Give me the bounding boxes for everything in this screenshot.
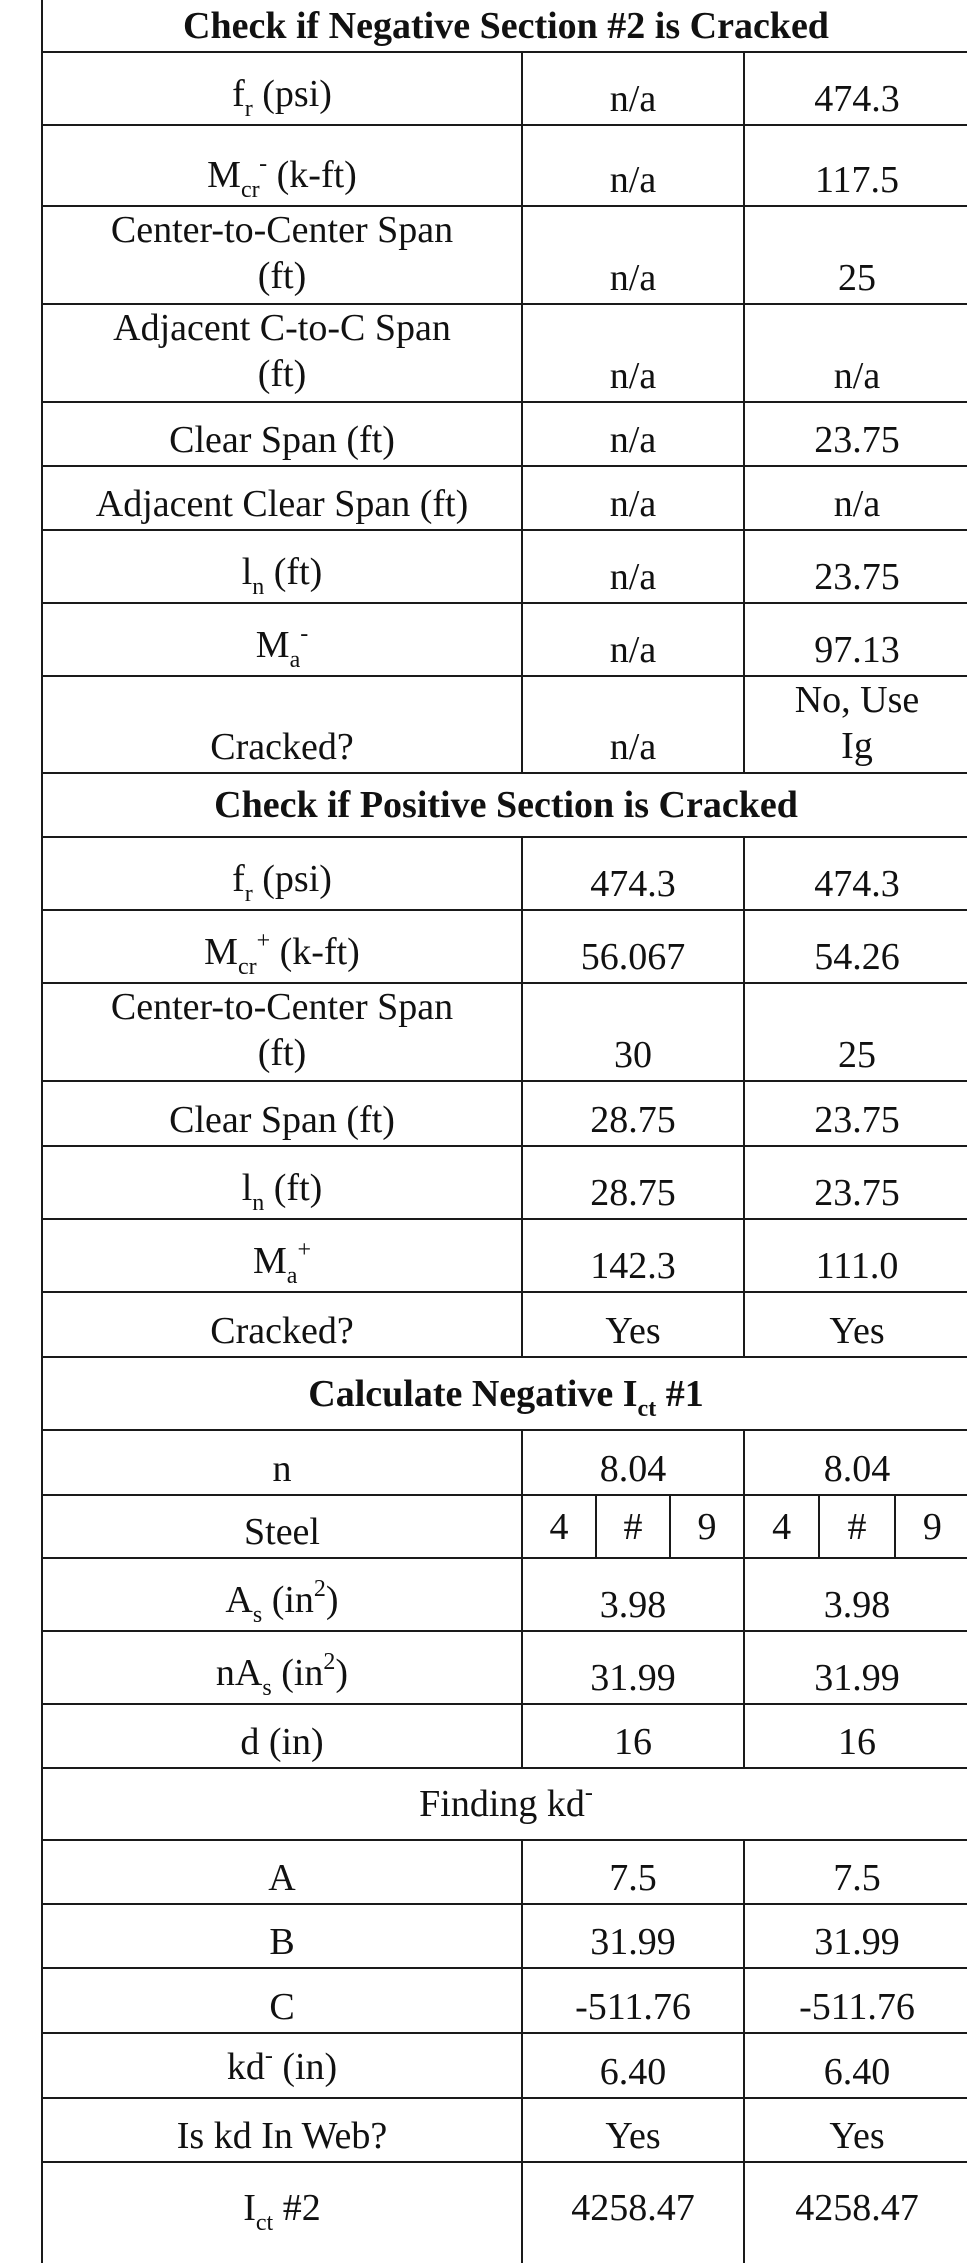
table-row-adjacent-span	[43, 305, 967, 403]
row-label: B	[43, 1905, 523, 1967]
section-header-negative-2	[43, 0, 967, 53]
section-title: Check if Positive Section is Cracked	[214, 784, 798, 826]
row-label: Cracked?	[43, 1293, 523, 1356]
row-label: d (in)	[43, 1705, 523, 1767]
table-row-fr	[43, 53, 967, 126]
table-row-adjacent-clear-span	[43, 467, 967, 531]
table-row-ln	[43, 1147, 967, 1220]
value-col-1: Yes	[523, 1293, 745, 1356]
value-col-2: 54.26	[814, 936, 900, 978]
value-col-2: 31.99	[814, 1921, 900, 1963]
subheader-label: Finding kd-	[419, 1780, 593, 1825]
value-col-2: 3.98	[823, 1584, 891, 1626]
row-label: Is kd In Web?	[43, 2099, 523, 2161]
value-col-1: 7.5	[523, 1841, 745, 1903]
table-row-a	[43, 1841, 967, 1905]
row-label: $I_{ct}$ #2	[43, 2163, 523, 2263]
table-row-ma	[43, 1220, 967, 1293]
value-col-1: n/a	[523, 604, 745, 675]
row-label: Center-to-Center Span (ft)	[43, 984, 523, 1080]
value-col-2: -511.76	[799, 1986, 915, 2028]
steel-count: 4	[549, 1505, 569, 1548]
row-label: $l_n$ (ft)	[43, 531, 523, 602]
table-row-n	[43, 1431, 967, 1496]
row-label: Adjacent Clear Span (ft)	[43, 467, 523, 529]
table-row-c	[43, 1969, 967, 2034]
section-title: Check if Negative Section #2 is Cracked	[183, 4, 829, 47]
value-col-2: No, Use Ig	[794, 679, 920, 767]
section-header-negative-ict	[43, 1358, 967, 1431]
calculation-table	[41, 0, 967, 2263]
value-col-1: 56.067	[523, 911, 745, 982]
steel-col-2	[745, 1496, 967, 1557]
table-row-cracked	[43, 677, 967, 774]
value-col-1: n/a	[523, 531, 745, 602]
steel-bar-size: 9	[894, 1496, 967, 1557]
table-row-cracked	[43, 1293, 967, 1358]
value-col-1: 30	[523, 984, 745, 1080]
value-col-2: 6.40	[823, 2051, 891, 2093]
row-label: $f_r$ (psi)	[43, 53, 523, 124]
row-label: $nA_s$ $(in^2)$	[43, 1632, 523, 1703]
value-col-2: Yes	[829, 2115, 885, 2157]
table-row-mcr	[43, 126, 967, 207]
value-col-1: 474.3	[523, 838, 745, 909]
value-col-2: 474.3	[814, 863, 900, 905]
steel-bar-size: 9	[669, 1496, 743, 1557]
row-label: Clear Span (ft)	[43, 403, 523, 465]
steel-hash: #	[818, 1496, 893, 1557]
value-col-2: 25	[838, 1034, 876, 1076]
value-col-1: n/a	[523, 403, 745, 465]
value-col-2: 23.75	[814, 556, 900, 598]
value-col-1: 142.3	[523, 1220, 745, 1291]
value-col-1: -511.76	[523, 1969, 745, 2032]
steel-count: 4	[772, 1505, 792, 1548]
value-col-2: Yes	[829, 1310, 885, 1352]
value-col-1: 3.98	[523, 1559, 745, 1630]
table-row-as	[43, 1559, 967, 1632]
table-row-center-span	[43, 207, 967, 305]
value-col-2: n/a	[833, 355, 881, 397]
value-col-2: 97.13	[814, 629, 900, 671]
row-label: Adjacent C-to-C Span (ft)	[43, 305, 523, 401]
value-col-2: 474.3	[814, 78, 900, 120]
table-row-ma	[43, 604, 967, 677]
row-label: $A_s$ $(in^2)$	[43, 1559, 523, 1630]
row-label: C	[43, 1969, 523, 2032]
value-col-2: 23.75	[814, 419, 900, 461]
row-label: $M_{cr}^+$ (k-ft)	[43, 911, 523, 982]
value-col-2: 25	[838, 257, 876, 299]
subheader-finding-kd	[43, 1769, 967, 1841]
value-col-1: 28.75	[523, 1147, 745, 1218]
value-col-1: 16	[523, 1705, 745, 1767]
section-title: Calculate Negative $I_{ct}$ #1	[308, 1372, 704, 1422]
value-col-1: 28.75	[523, 1082, 745, 1145]
value-col-2: n/a	[833, 483, 881, 525]
table-row-nas	[43, 1632, 967, 1705]
value-col-1: n/a	[523, 305, 745, 401]
table-row-ict-2	[43, 2163, 967, 2263]
row-label: A	[43, 1841, 523, 1903]
value-col-2: 7.5	[833, 1857, 881, 1899]
table-row-d	[43, 1705, 967, 1769]
steel-hash: #	[595, 1496, 669, 1557]
value-col-1: n/a	[523, 53, 745, 124]
table-row-mcr	[43, 911, 967, 984]
row-label: Steel	[43, 1496, 523, 1557]
value-col-2: 4258.47	[795, 2187, 919, 2229]
value-col-2: 23.75	[814, 1099, 900, 1141]
value-col-2: 8.04	[823, 1448, 891, 1490]
value-col-1: n/a	[523, 677, 745, 772]
section-header-positive	[43, 774, 967, 838]
row-label: $f_r$ (psi)	[43, 838, 523, 909]
table-row-fr	[43, 838, 967, 911]
row-label: Clear Span (ft)	[43, 1082, 523, 1145]
value-col-1: 4258.47	[523, 2163, 745, 2263]
row-label: kd- (in)	[43, 2034, 523, 2097]
table-row-steel	[43, 1496, 967, 1559]
value-col-2: 23.75	[814, 1172, 900, 1214]
steel-col-1	[523, 1496, 745, 1557]
value-col-2: 111.0	[815, 1245, 899, 1287]
value-col-1: n/a	[523, 467, 745, 529]
row-label: $M_{cr}^-$ (k-ft)	[43, 126, 523, 205]
value-col-1: 8.04	[523, 1431, 745, 1494]
value-col-2: 117.5	[814, 159, 900, 201]
row-label: $M_a^+$	[43, 1220, 523, 1291]
table-row-kd-in-web	[43, 2099, 967, 2163]
table-row-center-span	[43, 984, 967, 1082]
value-col-1: n/a	[523, 207, 745, 303]
row-label: Cracked?	[43, 677, 523, 772]
value-col-1: 31.99	[523, 1905, 745, 1967]
row-label: Center-to-Center Span (ft)	[43, 207, 523, 303]
table-row-kd	[43, 2034, 967, 2099]
value-col-1: Yes	[523, 2099, 745, 2161]
table-row-ln	[43, 531, 967, 604]
value-col-2: 16	[838, 1721, 876, 1763]
value-col-1: 31.99	[523, 1632, 745, 1703]
row-label: $l_n$ (ft)	[43, 1147, 523, 1218]
row-label: $M_a^-$	[43, 604, 523, 675]
value-col-2: 31.99	[814, 1657, 900, 1699]
value-col-1: n/a	[523, 126, 745, 205]
value-col-1: 6.40	[523, 2034, 745, 2097]
table-row-clear-span	[43, 403, 967, 467]
table-row-b	[43, 1905, 967, 1969]
row-label: n	[43, 1431, 523, 1494]
table-row-clear-span	[43, 1082, 967, 1147]
